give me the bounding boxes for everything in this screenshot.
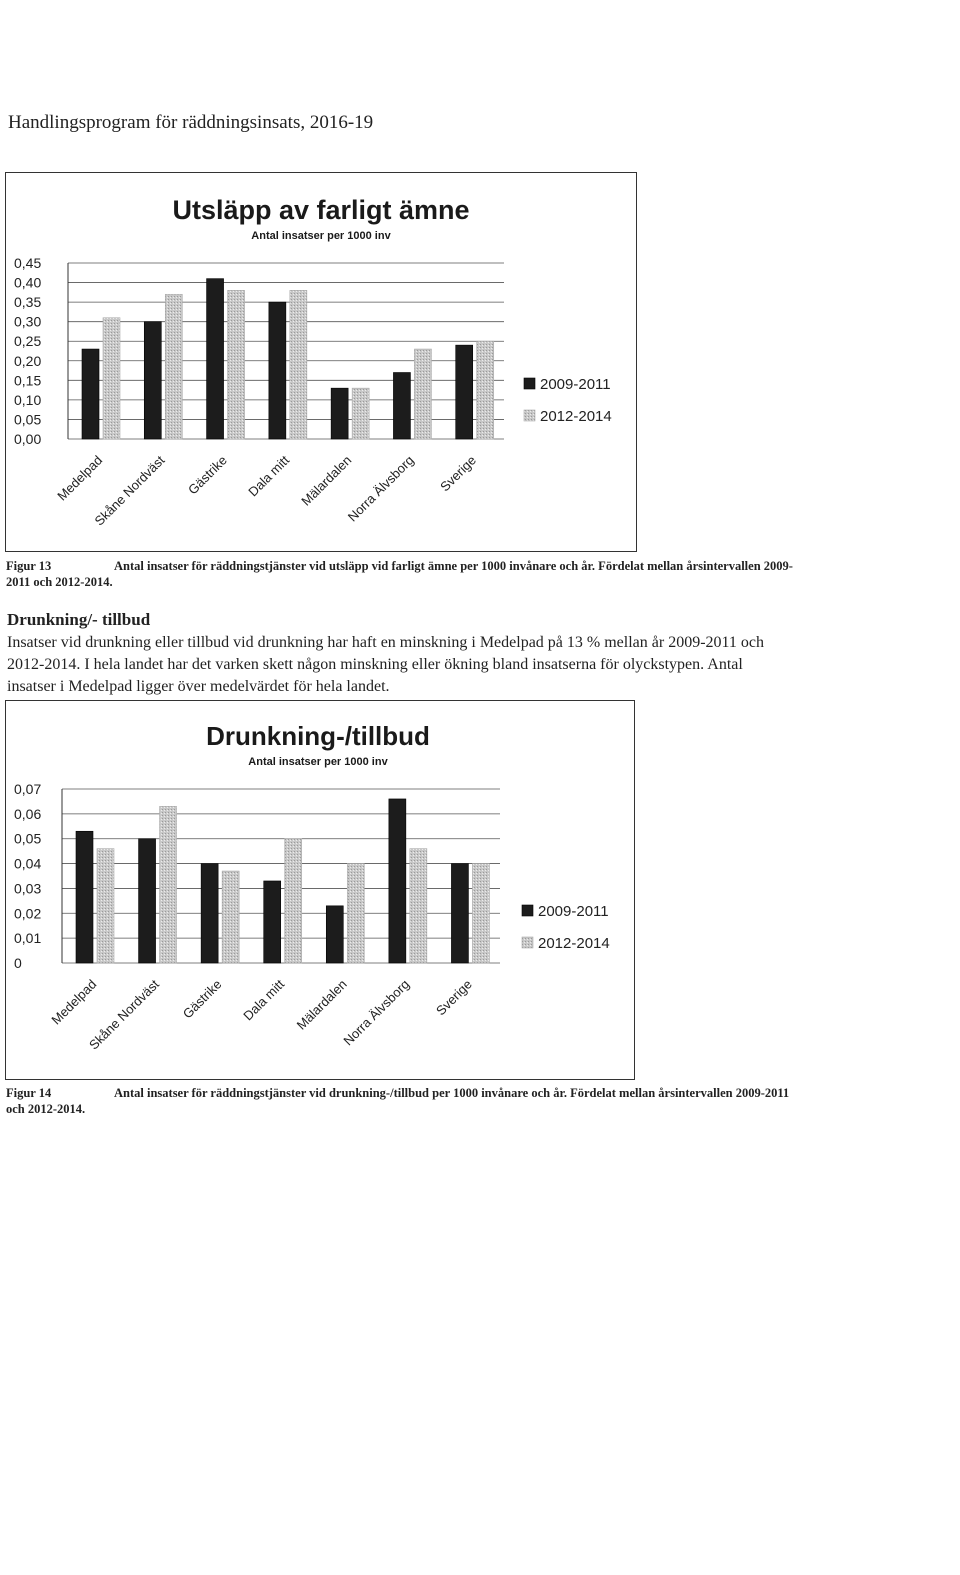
y-tick-label: 0,06 [14, 805, 42, 822]
y-tick-label: 0,35 [14, 294, 42, 311]
chart-title: Drunkning-/tillbud [206, 721, 430, 751]
x-tick-label: Skåne Nordväst [91, 452, 168, 529]
bar-2009-2011-norra-älvsborg [393, 373, 410, 439]
legend-label: 2012-2014 [540, 408, 612, 425]
legend-swatch [524, 378, 535, 389]
bar-2012-2014-sverige [472, 864, 489, 963]
bar-2009-2011-sverige [451, 864, 468, 963]
x-tick-label: Norra Älvsborg [344, 452, 417, 525]
figure-label: Figur 14 [6, 1086, 52, 1100]
x-tick-label: Dala mitt [245, 452, 293, 500]
y-tick-label: 0,15 [14, 372, 42, 389]
bar-2009-2011-dala-mitt [264, 881, 281, 963]
y-tick-label: 0,00 [14, 431, 42, 447]
x-tick-label: Mälardalen [298, 452, 355, 509]
bar-2012-2014-norra-älvsborg [414, 349, 431, 439]
chart-svg [6, 173, 636, 551]
bar-2012-2014-skåne-nordväst [165, 294, 182, 439]
chart-drowning [5, 700, 635, 1080]
bar-2012-2014-sverige [477, 341, 494, 439]
bar-2012-2014-skåne-nordväst [160, 806, 177, 963]
bar-2009-2011-medelpad [76, 831, 93, 963]
figure-caption-14 [6, 1085, 806, 1117]
section-heading: Drunkning/- tillbud [7, 610, 151, 629]
x-tick-label: Mälardalen [293, 976, 350, 1033]
legend-swatch [522, 905, 533, 916]
y-tick-label: 0,05 [14, 411, 42, 428]
figure-caption-13 [6, 558, 806, 590]
bar-2012-2014-gästrike [222, 871, 239, 963]
legend-label: 2009-2011 [540, 376, 611, 393]
bar-2012-2014-medelpad [97, 849, 114, 963]
chart-svg [6, 701, 634, 1079]
x-tick-label: Skåne Nordväst [85, 976, 162, 1053]
bar-2009-2011-sverige [456, 345, 473, 439]
bar-2009-2011-skåne-nordväst [139, 839, 156, 963]
x-tick-label: Gästrike [185, 452, 230, 498]
document-header: Handlingsprogram för räddningsinsats, 2016-19 [8, 112, 374, 133]
bar-2012-2014-norra-älvsborg [410, 849, 427, 963]
y-tick-label: 0,30 [14, 313, 42, 330]
x-tick-label: Sverige [433, 976, 475, 1019]
legend-swatch [524, 410, 535, 421]
y-tick-label: 0,05 [14, 830, 42, 847]
bar-2009-2011-mälardalen [326, 906, 343, 963]
chart-hazardous-release [5, 172, 637, 552]
y-tick-label: 0,02 [14, 905, 42, 922]
bar-2012-2014-dala-mitt [285, 839, 302, 963]
figure-caption-text: Antal insatser för räddningstjänster vid utsläpp vid farligt ämne per 1000 invånare och år. Fördelat mellan årsintervallen 2009-2011 och 2012-2014. [6, 559, 793, 589]
chart-title: Utsläpp av farligt ämne [172, 195, 470, 225]
x-tick-label: Norra Älvsborg [340, 976, 413, 1049]
legend-swatch [522, 937, 533, 948]
bar-2009-2011-dala-mitt [269, 302, 286, 439]
y-tick-label: 0,10 [14, 391, 42, 408]
x-tick-label: Medelpad [48, 976, 100, 1028]
legend-label: 2009-2011 [538, 903, 609, 920]
y-tick-label: 0,20 [14, 352, 42, 369]
x-tick-label: Medelpad [54, 452, 106, 504]
x-tick-label: Gästrike [179, 976, 225, 1022]
bar-2012-2014-dala-mitt [290, 290, 307, 439]
bar-2009-2011-medelpad [82, 349, 99, 439]
bar-2012-2014-mälardalen [352, 388, 369, 439]
y-tick-label: 0,01 [14, 930, 42, 947]
legend-label: 2012-2014 [538, 935, 610, 952]
y-tick-label: 0,07 [14, 781, 42, 797]
section-body-text: Insatser vid drunkning eller tillbud vid drunkning har haft en minskning i Medelpad på 13 % mellan år 2009-2011 och 2012-2014. I hela landet har det varken skett någon minskning eller ökning bland insatserna för olyckstypen. Antal insatser i Medelpad ligger över medelvärdet för hela landet. [7, 634, 765, 695]
bar-2012-2014-mälardalen [347, 864, 364, 963]
figure-caption-text: Antal insatser för räddningstjänster vid drunkning-/tillbud per 1000 invånare och år. Fördelat mellan årsintervallen 2009-2011 och 2012-2014. [6, 1086, 790, 1116]
figure-label: Figur 13 [6, 559, 52, 573]
y-tick-label: 0,40 [14, 274, 42, 291]
bar-2009-2011-mälardalen [331, 388, 348, 439]
bar-2012-2014-medelpad [103, 318, 120, 439]
bar-2009-2011-skåne-nordväst [144, 322, 161, 439]
x-tick-label: Dala mitt [240, 976, 288, 1024]
chart-subtitle: Antal insatser per 1000 inv [251, 230, 391, 242]
y-tick-label: 0 [14, 955, 22, 971]
bar-2009-2011-gästrike [207, 279, 224, 439]
y-tick-label: 0,03 [14, 880, 42, 897]
y-tick-label: 0,04 [14, 855, 42, 872]
bar-2012-2014-gästrike [228, 290, 245, 439]
chart-subtitle: Antal insatser per 1000 inv [248, 756, 388, 768]
y-tick-label: 0,25 [14, 333, 42, 350]
x-tick-label: Sverige [437, 452, 479, 495]
bar-2009-2011-norra-älvsborg [389, 799, 406, 963]
bar-2009-2011-gästrike [201, 864, 218, 963]
y-tick-label: 0,45 [14, 255, 42, 271]
